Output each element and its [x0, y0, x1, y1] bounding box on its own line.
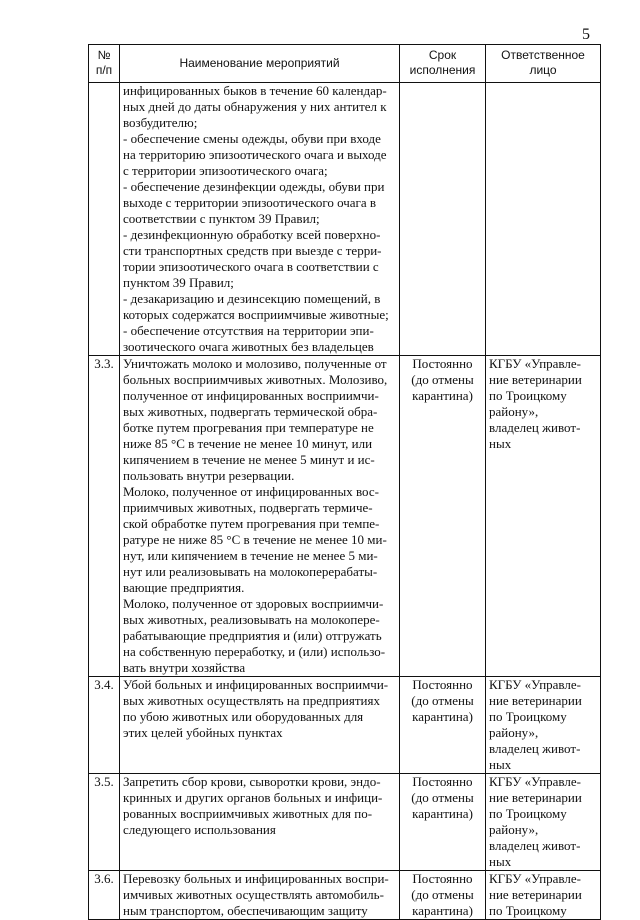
measure-text-line: - обеспечение дезинфекции одежды, обуви при [123, 179, 385, 194]
measure-text-line: на собственную переработку, и (или) использо- [123, 644, 386, 659]
period-cell [400, 677, 486, 774]
period-line: (до отмены [411, 790, 474, 805]
responsible-line: ние ветеринарии [489, 790, 582, 805]
responsible-line: КГБУ «Управле- [489, 677, 581, 692]
responsible-line: КГБУ «Управле- [489, 356, 581, 371]
measure-text-line: ных дней до даты обнаружения у них антител к [123, 99, 387, 114]
responsible-line: району», [489, 822, 539, 837]
measure-text-line: приимчивых животных, подвергать термиче- [123, 500, 373, 515]
period-line: (до отмены [411, 887, 474, 902]
measure-text-line: следующего использования [123, 822, 276, 837]
responsible-cell [486, 356, 601, 677]
measure-text-line: с территории эпизоотического очага; [123, 163, 328, 178]
measure-text-line: соответствии с пунктом 39 Правил; [123, 211, 320, 226]
measure-text-line: вых животных, реализовывать на молокопере- [123, 612, 380, 627]
period-line: карантина) [412, 388, 473, 403]
responsible-line: ние ветеринарии [489, 693, 582, 708]
responsible-line: владелец живот- [489, 420, 581, 435]
measure-text-line: нут, или кипячением в течение не менее 5 ми- [123, 548, 378, 563]
row-number-cell [89, 83, 120, 356]
measure-text-line: ным транспортом, обеспечивающим защиту [123, 903, 368, 918]
table-header-row [89, 45, 601, 83]
responsible-line: ных [489, 757, 512, 772]
measure-text-line: ботке путем прогревания при температуре не [123, 420, 374, 435]
responsible-cell [486, 677, 601, 774]
measure-text-line: вать внутри хозяйства [123, 660, 246, 675]
measure-text-cell [120, 356, 400, 677]
measure-text-line: по убою животных или оборудованных для [123, 709, 364, 724]
table-row [89, 356, 601, 677]
measure-text-line: Убой больных и инфицированных восприимчи- [123, 677, 389, 692]
measure-text-line: больных восприимчивых животных. Молозиво, [123, 372, 388, 387]
measure-text-line: Уничтожать молоко и молозиво, полученные от [123, 356, 387, 371]
responsible-line: КГБУ «Управле- [489, 871, 581, 886]
responsible-line: по Троицкому [489, 903, 567, 918]
period-cell [400, 83, 486, 356]
header-measures: Наименование мероприятий [120, 45, 400, 83]
measure-text-line: ской обработке путем прогревания при темпе- [123, 516, 380, 531]
measure-text-line: пунктом 39 Правил; [123, 275, 234, 290]
measure-text-cell [120, 871, 400, 920]
table-row [89, 774, 601, 871]
measure-text-line: - обеспечение смены одежды, обуви при входе [123, 131, 381, 146]
responsible-line: владелец живот- [489, 741, 581, 756]
row-number: 3.5. [89, 774, 120, 871]
period-line: Постоянно [412, 871, 473, 886]
responsible-line: ных [489, 854, 512, 869]
period-line: Постоянно [412, 677, 473, 692]
measure-text-line: рованных восприимчивых животных для по- [123, 806, 373, 821]
measure-text-cell [120, 774, 400, 871]
row-number: 3.3. [89, 356, 120, 677]
measure-text-line: вых животных, подвергать термической обра- [123, 404, 378, 419]
measure-text-line: которых содержатся восприимчивые животные; [123, 307, 389, 322]
measure-text-line: ратуре не ниже 85 °С в течение не менее 10 ми- [123, 532, 387, 547]
table-row [89, 871, 601, 920]
responsible-cell [486, 83, 601, 356]
responsible-line: району», [489, 404, 539, 419]
measure-text-line: этих целей убойных пунктах [123, 725, 283, 740]
measure-text-line: сти транспортных средств при выезде с терри- [123, 243, 382, 258]
measure-text-line: имчивых животных осуществлять автомобиль- [123, 887, 384, 902]
measure-text-line: - обеспечение отсутствия на территории эпи- [123, 323, 374, 338]
responsible-line: ных [489, 436, 512, 451]
period-cell [400, 774, 486, 871]
table-row [89, 677, 601, 774]
measure-text-line: Запретить сбор крови, сыворотки крови, эндо- [123, 774, 381, 789]
measure-text-line: нут или реализовывать на молокоперерабаты- [123, 564, 378, 579]
period-line: (до отмены [411, 372, 474, 387]
measure-text-line: Молоко, полученное от здоровых восприимчи- [123, 596, 384, 611]
page-number: 5 [582, 26, 590, 43]
responsible-cell [486, 871, 601, 920]
period-line: карантина) [412, 806, 473, 821]
measure-text-line: вающие предприятия. [123, 580, 245, 595]
responsible-cell [486, 774, 601, 871]
period-cell [400, 356, 486, 677]
measure-text-line: кринных и других органов больных и инфици- [123, 790, 383, 805]
measure-text-line: ниже 85 °С в течение не менее 10 минут, или [123, 436, 373, 451]
measure-text-line: инфицированных быков в течение 60 календар- [123, 83, 387, 98]
measure-text-line: Перевозку больных и инфицированных воспри- [123, 871, 389, 886]
responsible-line: по Троицкому [489, 806, 567, 821]
measure-text-line: полученное от инфицированных восприимчи- [123, 388, 379, 403]
measure-text-line: - дезинфекционную обработку всей поверхно- [123, 227, 381, 242]
period-line: карантина) [412, 903, 473, 918]
period-line: Постоянно [412, 356, 473, 371]
measure-text-line: на территорию эпизоотического очага и выходе [123, 147, 387, 162]
header-period: Срок исполнения [400, 45, 486, 83]
row-number: 3.4. [89, 677, 120, 774]
measure-text-line: зоотического очага животных без владельцев [123, 339, 374, 354]
responsible-line: району», [489, 725, 539, 740]
period-line: Постоянно [412, 774, 473, 789]
responsible-line: КГБУ «Управле- [489, 774, 581, 789]
measure-text-line: вых животных осуществлять на предприятиях [123, 693, 380, 708]
responsible-line: ние ветеринарии [489, 887, 582, 902]
measure-text-line: пользовать внутри резервации. [123, 468, 295, 483]
measure-text-line: - дезакаризацию и дезинсекцию помещений, в [123, 291, 381, 306]
measure-text-line: возбудителю; [123, 115, 198, 130]
measures-table [88, 44, 601, 920]
measure-text-line: выходе с территории эпизоотического очага в [123, 195, 377, 210]
responsible-line: ние ветеринарии [489, 372, 582, 387]
row-number: 3.6. [89, 871, 120, 920]
period-line: (до отмены [411, 693, 474, 708]
measure-text-cell [120, 677, 400, 774]
responsible-line: по Троицкому [489, 709, 567, 724]
measure-text-cell [120, 83, 400, 356]
responsible-line: по Троицкому [489, 388, 567, 403]
measure-text-line: кипячением в течение не менее 5 минут и ис- [123, 452, 375, 467]
measure-text-line: Молоко, полученное от инфицированных вос- [123, 484, 379, 499]
header-number: № п/п [89, 45, 120, 83]
table-row-continuation [89, 83, 601, 356]
period-cell [400, 871, 486, 920]
header-responsible: Ответственное лицо [486, 45, 601, 83]
responsible-line: владелец живот- [489, 838, 581, 853]
period-line: карантина) [412, 709, 473, 724]
measure-text-line: тории эпизоотического очага в соответствии с [123, 259, 379, 274]
measure-text-line: рабатывающие предприятия и (или) отгружать [123, 628, 382, 643]
